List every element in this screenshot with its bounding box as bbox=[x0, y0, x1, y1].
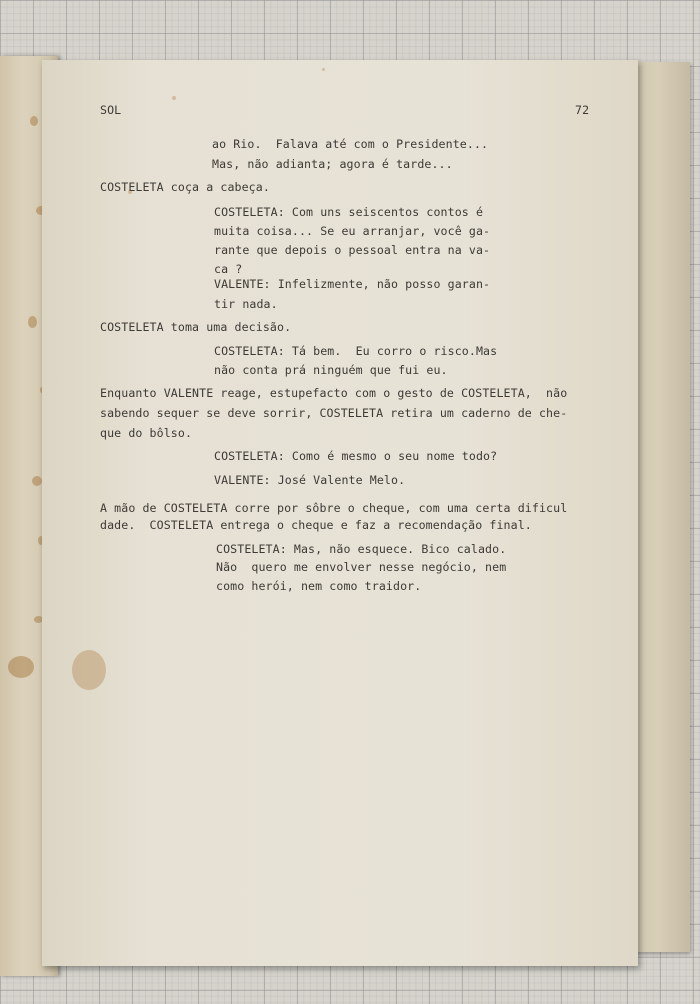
dialogue-line: COSTELETA: Mas, não esquece. Bico calado. bbox=[216, 542, 507, 556]
stage-direction: A mão de COSTELETA corre por sôbre o cheque, com uma certa dificul bbox=[100, 501, 568, 515]
stage-direction: COSTELETA toma uma decisão. bbox=[100, 320, 292, 334]
stage-direction: Enquanto VALENTE reage, estupefacto com o gesto de COSTELETA, não bbox=[100, 386, 568, 400]
dialogue-line: como herói, nem como traidor. bbox=[216, 579, 422, 593]
dialogue-line: muita coisa... Se eu arranjar, você ga- bbox=[214, 224, 491, 238]
dialogue-line: ca ? bbox=[214, 262, 243, 276]
dialogue-line: não conta prá ninguém que fui eu. bbox=[214, 363, 448, 377]
dialogue-line: VALENTE: José Valente Melo. bbox=[214, 473, 406, 487]
dialogue-line: COSTELETA: Com uns seiscentos contos é bbox=[214, 205, 484, 219]
header-title: SOL bbox=[100, 103, 122, 117]
dialogue-line: tir nada. bbox=[214, 297, 278, 311]
stage-direction: que do bôlso. bbox=[100, 426, 193, 440]
dialogue-line: rante que depois o pessoal entra na va- bbox=[214, 243, 491, 257]
dialogue-line: Mas, não adianta; agora é tarde... bbox=[212, 157, 453, 171]
dialogue-line: Não quero me envolver nesse negócio, nem bbox=[216, 560, 507, 574]
typed-page bbox=[42, 60, 638, 966]
page-number: 72 bbox=[575, 103, 590, 117]
stage-direction: sabendo sequer se deve sorrir, COSTELETA retira um caderno de che- bbox=[100, 406, 568, 420]
dialogue-line: COSTELETA: Como é mesmo o seu nome todo? bbox=[214, 449, 498, 463]
stage-direction: COSTELETA coça a cabeça. bbox=[100, 180, 270, 194]
dialogue-line: VALENTE: Infelizmente, não posso garan- bbox=[214, 277, 491, 291]
stage-direction: dade. COSTELETA entrega o cheque e faz a recomendação final. bbox=[100, 518, 532, 532]
dialogue-line: ao Rio. Falava até com o Presidente... bbox=[212, 137, 489, 151]
dialogue-line: COSTELETA: Tá bem. Eu corro o risco.Mas bbox=[214, 344, 498, 358]
